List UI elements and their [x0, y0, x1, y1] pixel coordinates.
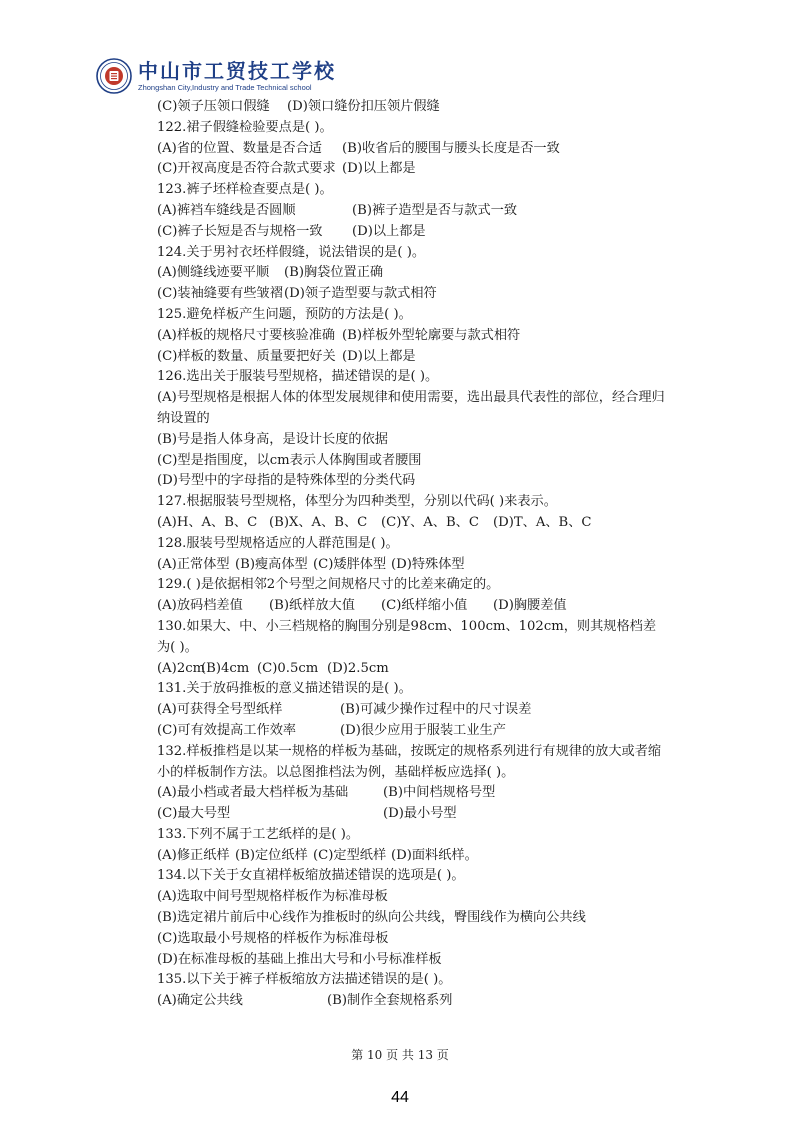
option-line — [157, 804, 667, 825]
option-line — [157, 596, 667, 617]
option-text: (C)裤子长短是否与规格一致 — [157, 223, 323, 239]
question-list — [157, 97, 667, 1012]
option-text: (B)裤子造型是否与款式一致 — [352, 202, 518, 218]
option-text: (D)在标准母板的基础上推出大号和小号标准样板 — [157, 951, 442, 967]
option-line — [157, 201, 667, 222]
option-text: (D)以上都是 — [352, 223, 426, 239]
option-line — [157, 159, 667, 180]
question-stem: 129.( )是依据相邻2个号型之间规格尺寸的比差来确定的。 — [157, 577, 500, 593]
option-text: (D)面料纸样。 — [391, 847, 478, 863]
question-stem: 130.如果大、中、小三档规格的胸围分别是98cm、100cm、102cm，则其规格档差为( )。 — [157, 618, 657, 655]
option-text: (C)矮胖体型 — [313, 556, 387, 572]
option-text: (C)选取最小号规格的样板作为标准母板 — [157, 930, 389, 946]
option-text: (B)X、A、B、C — [269, 514, 368, 530]
option-text: (C)定型纸样 — [313, 847, 387, 863]
question-stem: 126.选出关于服装号型规格，描述错误的是( )。 — [157, 369, 439, 385]
option-text: (A)H、A、B、C — [157, 514, 258, 530]
school-name — [138, 58, 336, 92]
option-text: (A)裤裆车缝线是否圆顺 — [157, 202, 296, 218]
option-line — [157, 139, 667, 160]
question-stem: 122.裙子假缝检验要点是( )。 — [157, 119, 333, 135]
question-stem: 125.避免样板产生问题，预防的方法是( )。 — [157, 306, 412, 322]
option-text: (C)型是指围度，以cm表示人体胸围或者腰围 — [157, 452, 422, 468]
option-text: (D)以上都是 — [342, 348, 416, 364]
option-text: (C)开衩高度是否符合款式要求 — [157, 161, 336, 177]
option-text: (D)号型中的字母指的是特殊体型的分类代码 — [157, 473, 416, 489]
option-line — [157, 97, 667, 118]
option-line — [157, 783, 667, 804]
option-text: (D)T、A、B、C — [493, 514, 592, 530]
option-text: (A)可获得全号型纸样 — [157, 702, 283, 718]
option-text: (A)确定公共线 — [157, 993, 243, 1009]
option-text: (A)放码档差值 — [157, 598, 243, 614]
school-name-cn: 中山市工贸技工学校 — [138, 58, 336, 83]
option-text: (A)号型规格是根据人体的体型发展规律和使用需要，选出最具代表性的部位，经合理归纳设置的 — [157, 390, 665, 426]
option-line — [157, 263, 667, 284]
question-stem: 131.关于放码推板的意义描述错误的是( )。 — [157, 681, 412, 697]
option-text: (B)4cm — [201, 660, 250, 676]
option-text: (A)省的位置、数量是否合适 — [157, 140, 322, 156]
option-text: (A)选取中间号型规格样板作为标准母板 — [157, 889, 388, 905]
question-stem: 132.样板推档是以某一规格的样板为基础，按既定的规格系列进行有规律的放大或者缩小的样板制作方法。以总图推档法为例，基础样板应选择( )。 — [157, 743, 662, 780]
option-text: (B)瘦高体型 — [235, 556, 308, 572]
option-text: (D)领口缝份扣压领片假缝 — [287, 99, 440, 114]
option-text: (D)最小号型 — [383, 806, 457, 822]
option-text: (A)正常体型 — [157, 556, 230, 572]
option-line — [157, 659, 667, 680]
option-text: (D)2.5cm — [327, 660, 389, 676]
option-text: (C)可有效提高工作效率 — [157, 722, 297, 738]
option-line — [157, 846, 667, 867]
question-stem: 128.服装号型规格适应的人群范围是( )。 — [157, 535, 399, 551]
option-text: (B)收省后的腰围与腰头长度是否一致 — [342, 140, 560, 156]
question-stem: 127.根据服装号型规格，体型分为四种类型，分别以代码( )来表示。 — [157, 494, 557, 510]
option-text: (C)0.5cm — [257, 660, 319, 676]
option-text: (D)很少应用于服装工业生产 — [340, 722, 506, 738]
option-text: (D)领子造型要与款式相符 — [284, 286, 437, 302]
option-line — [157, 326, 667, 347]
option-text: (B)样板外型轮廓要与款式相符 — [342, 327, 521, 343]
option-text: (B)号是指人体身高，是设计长度的依据 — [157, 431, 388, 447]
option-text: (D)以上都是 — [342, 161, 416, 177]
option-text: (C)Y、A、B、C — [381, 514, 479, 530]
option-line — [157, 721, 667, 742]
option-text: (B)定位纸样 — [235, 847, 308, 863]
option-text: (C)装袖缝要有些皱褶 — [157, 286, 283, 302]
option-line — [157, 700, 667, 721]
option-text: (D)胸腰差值 — [493, 598, 567, 614]
option-text: (B)中间档规格号型 — [383, 785, 496, 801]
option-line — [157, 513, 667, 534]
page-number: 44 — [391, 1089, 409, 1106]
option-line — [157, 555, 667, 576]
option-text: (A)修正纸样 — [157, 847, 230, 863]
option-text: (C)样板的数量、质量要把好关 — [157, 348, 336, 364]
option-text: (B)胸袋位置正确 — [284, 265, 384, 281]
option-line — [157, 347, 667, 368]
option-line — [157, 222, 667, 243]
header — [96, 58, 336, 94]
option-text: (C)纸样缩小值 — [381, 598, 468, 614]
question-stem: 134.以下关于女直裙样板缩放描述错误的选项是( )。 — [157, 868, 465, 884]
option-text: (D)特殊体型 — [391, 556, 465, 572]
school-seal-icon — [96, 58, 132, 94]
school-name-en: Zhongshan City,Industry and Trade Technical school — [138, 82, 312, 92]
option-text: (C)最大号型 — [157, 806, 231, 822]
question-stem: 135.以下关于裤子样板缩放方法描述错误的是( )。 — [157, 972, 452, 988]
option-text: (B)可减少操作过程中的尺寸误差 — [340, 702, 532, 718]
question-stem: 133.下列不属于工艺纸样的是( )。 — [157, 826, 360, 842]
page-footer: 第 10 页 共 13 页 — [351, 1048, 449, 1062]
option-line — [157, 991, 667, 1012]
option-text: (B)选定裙片前后中心线作为推板时的纵向公共线，臀围线作为横向公共线 — [157, 910, 586, 926]
question-stem: 123.裤子坯样检查要点是( )。 — [157, 182, 333, 198]
option-text: (A)侧缝线迹要平顺 — [157, 265, 270, 281]
question-stem: 124.关于男衬衣坯样假缝，说法错误的是( )。 — [157, 244, 426, 260]
option-text: (C)领子压领口假缝 — [157, 99, 270, 114]
option-text: (A)2cm — [157, 660, 206, 676]
option-text: (B)制作全套规格系列 — [327, 993, 453, 1009]
option-text: (B)纸样放大值 — [269, 598, 355, 614]
option-text: (A)最小档或者最大档样板为基础 — [157, 785, 349, 801]
option-text: (A)样板的规格尺寸要核验准确 — [157, 327, 336, 343]
option-line — [157, 284, 667, 305]
